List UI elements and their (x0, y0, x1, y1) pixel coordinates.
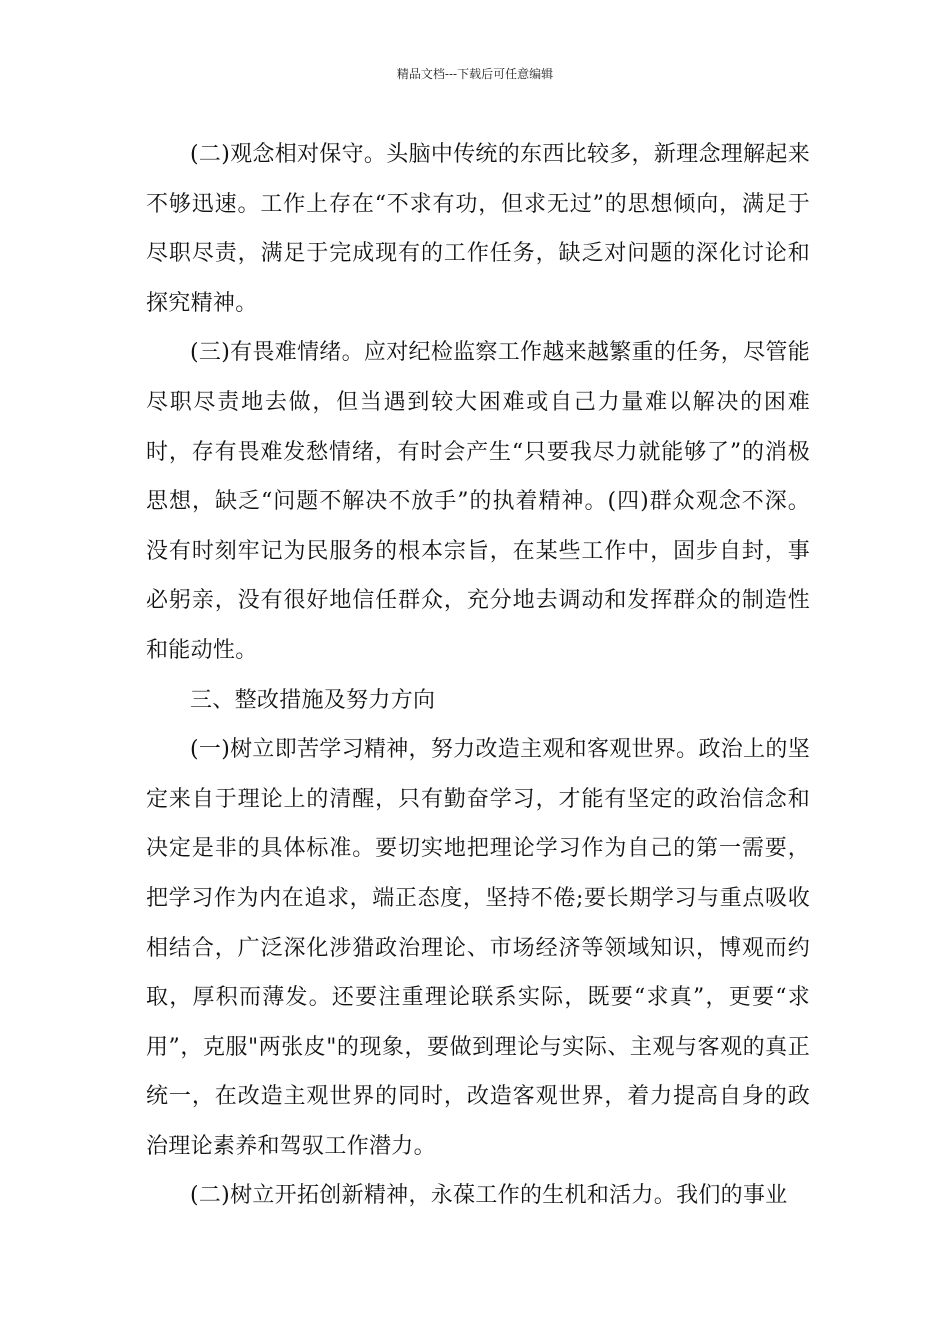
page-header: 精品文档---下载后可任意编辑 (396, 67, 554, 81)
paragraph-fear-of-difficulty: (三)有畏难情绪。应对纪检监察工作越来越繁重的任务，尽管能尽职尽责地去做，但当遇到较大困难或自己力量难以解决的困难时，存有畏难发愁情绪，有时会产生“只要我尽力就能够了”的消极思想，缺乏“问题不解决不放手”的执着精神。(四)群众观念不深。没有时刻牢记为民服务的根本宗旨，在某些工作中，固步自封，事必躬亲，没有很好地信任群众，充分地去调动和发挥群众的制造性和能动性。 (146, 340, 810, 663)
paragraph-innovation-spirit: (二)树立开拓创新精神，永葆工作的生机和活力。我们的事业 (190, 1183, 788, 1209)
paragraph-conservative-thinking: (二)观念相对保守。头脑中传统的东西比较多，新理念理解起来不够迅速。工作上存在“不求有功，但求无过”的思想倾向，满足于尽职尽责，满足于完成现有的工作任务，缺乏对问题的深化讨论和探究精神。 (146, 142, 810, 316)
section-heading-measures: 三、整改措施及努力方向 (190, 687, 436, 713)
paragraph-study-spirit: (一)树立即苦学习精神，努力改造主观和客观世界。政治上的坚定来自于理论上的清醒，只有勤奋学习，才能有坚定的政治信念和决定是非的具体标准。要切实地把理论学习作为自己的第一需要，把学习作为内在追求，端正态度，坚持不倦;要长期学习与重点吸收相结合，广泛深化涉猎政治理论、市场经济等领域知识，博观而约取，厚积而薄发。还要注重理论联系实际，既要“求真”，更要“求用”，克服"两张皮"的现象，要做到理论与实际、主观与客观的真正统一，在改造主观世界的同时，改造客观世界，着力提高自身的政治理论素养和驾驭工作潜力。 (146, 737, 810, 1159)
document-body (146, 130, 810, 1221)
